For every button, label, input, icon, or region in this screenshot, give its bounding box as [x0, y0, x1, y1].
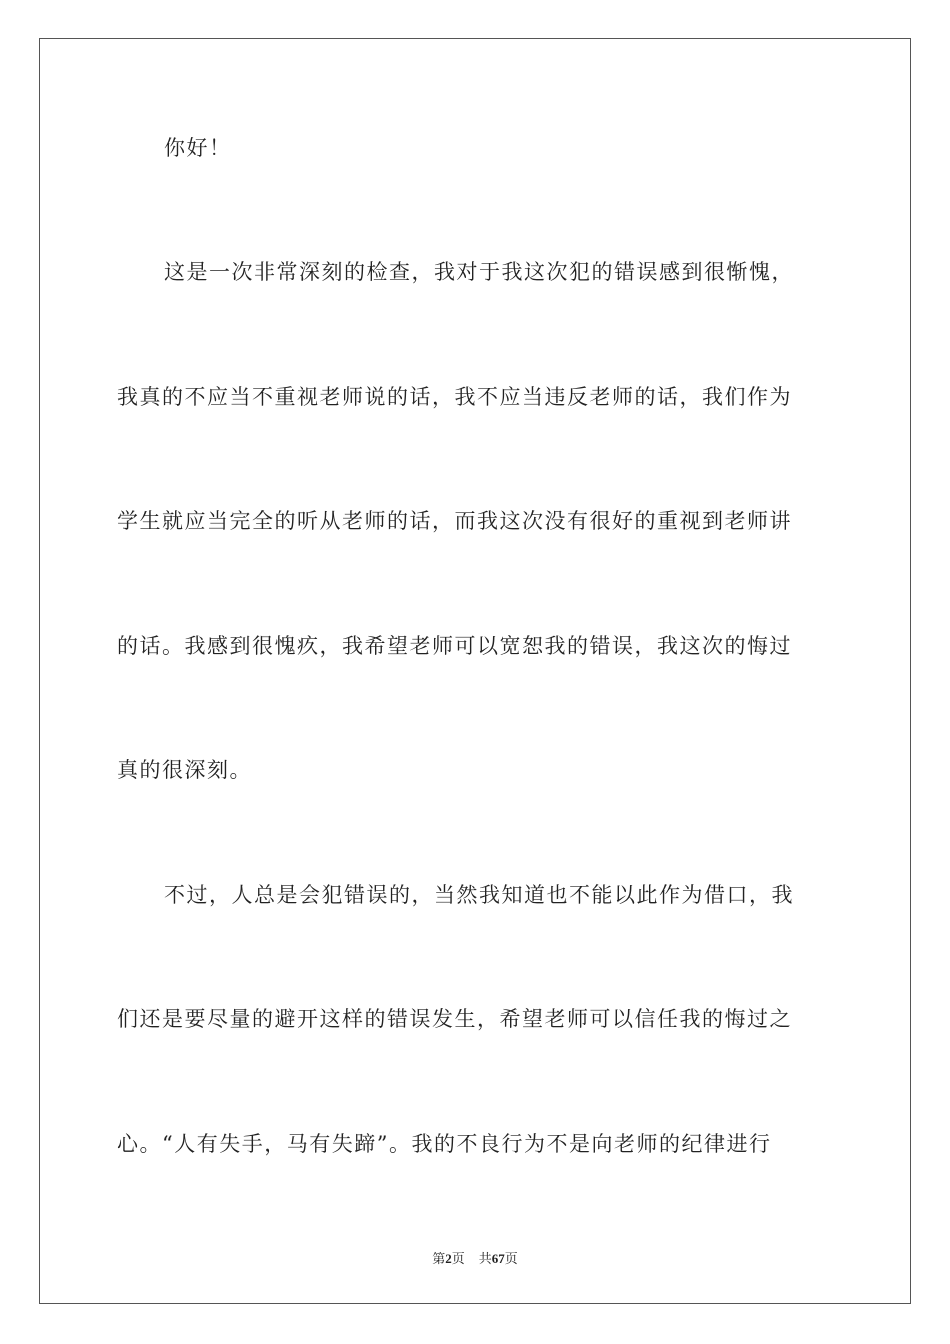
page-prefix: 第 — [432, 1251, 446, 1266]
page-number: 2 — [445, 1251, 452, 1266]
paragraph-1-line-2: 我真的不应当不重视老师说的话，我不应当违反老师的话，我们作为 — [117, 385, 792, 409]
paragraph-2-line-3: 心。“人有失手，马有失蹄”。我的不良行为不是向老师的纪律进行 — [117, 1132, 772, 1156]
page-footer — [0, 1248, 950, 1267]
paragraph-1-line-5: 真的很深刻。 — [117, 758, 252, 782]
total-prefix: 共 — [478, 1251, 492, 1266]
paragraph-1-line-4: 的话。我感到很愧疚，我希望老师可以宽恕我的错误，我这次的悔过 — [117, 634, 792, 658]
total-pages: 67 — [491, 1251, 505, 1266]
paragraph-2-line-2: 们还是要尽量的避开这样的错误发生，希望老师可以信任我的悔过之 — [117, 1007, 792, 1031]
paragraph-1-line-1: 这是一次非常深刻的检查，我对于我这次犯的错误感到很惭愧， — [164, 260, 794, 284]
page-suffix: 页 — [451, 1251, 465, 1266]
page-frame — [39, 38, 911, 1304]
greeting-line: 你好！ — [164, 136, 232, 160]
paragraph-1-line-3: 学生就应当完全的听从老师的话，而我这次没有很好的重视到老师讲 — [117, 509, 792, 533]
paragraph-2-line-1: 不过，人总是会犯错误的，当然我知道也不能以此作为借口，我 — [164, 883, 794, 907]
total-suffix: 页 — [504, 1251, 518, 1266]
